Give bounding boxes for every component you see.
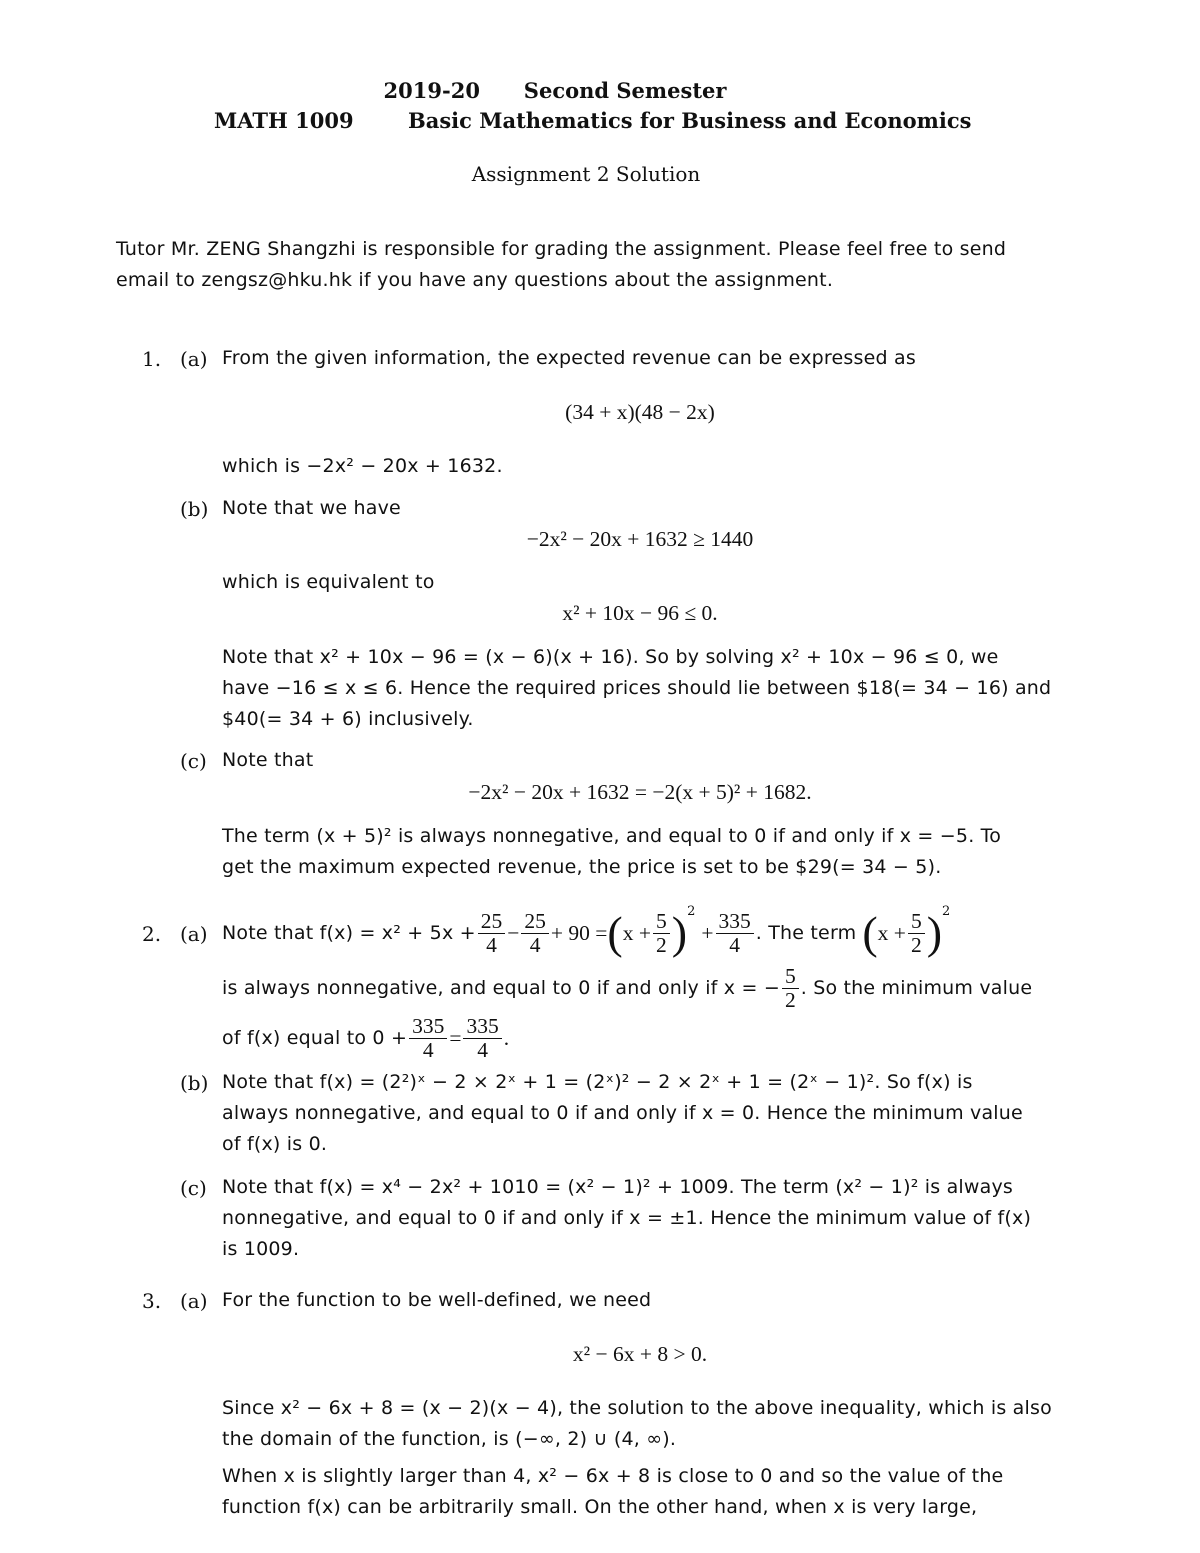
q1b-equation-1: −2x² − 20x + 1632 ≥ 1440 <box>526 527 754 551</box>
q2a-pre: Note that f(x) = x² + 5x + <box>222 922 476 944</box>
x-plus: x + <box>877 920 906 945</box>
plus-sign: + <box>701 920 714 945</box>
q3a-equation: x² − 6x + 8 > 0. <box>572 1342 708 1366</box>
q2c-para-3: is 1009. <box>222 1238 300 1260</box>
intro-line-2: email to zengsz@hku.hk if you have any questions about the assignment. <box>116 269 834 291</box>
equals-sign: = <box>449 1025 462 1050</box>
q2b-para-2: always nonnegative, and equal to 0 if and only if x = 0. Hence the minimum value <box>222 1102 1023 1124</box>
exponent: 2 <box>942 904 951 919</box>
q2b-para-1: Note that f(x) = (2²)ˣ − 2 × 2ˣ + 1 = (2ˣ)² − 2 × 2ˣ + 1 = (2ˣ − 1)². So f(x) is <box>222 1071 973 1093</box>
q1b-para-2: have −16 ≤ x ≤ 6. Hence the required prices should lie between $18(= 34 − 16) and <box>222 677 1052 699</box>
semester-line <box>0 78 1110 103</box>
page-subtitle: Assignment 2 Solution <box>471 162 701 186</box>
q1a-equation: (34 + x)(48 − 2x) <box>565 400 715 424</box>
q2c-label: (c) <box>180 1176 207 1200</box>
q1c-para-2: get the maximum expected revenue, the price is set to be $29(= 34 − 5). <box>222 856 942 878</box>
q3-number: 3. <box>142 1289 162 1313</box>
q1b-para-1: Note that x² + 10x − 96 = (x − 6)(x + 16). So by solving x² + 10x − 96 ≤ 0, we <box>222 646 999 668</box>
q1b-equation-2: x² + 10x − 96 ≤ 0. <box>562 601 718 625</box>
q2b-para-3: of f(x) is 0. <box>222 1133 328 1155</box>
fraction: $\frac{25}{4}$ <box>521 910 549 956</box>
fraction: $\frac{335}{4}$ <box>716 910 754 956</box>
q2a-line2-pre: is always nonnegative, and equal to 0 if and only if x = − <box>222 977 780 999</box>
q2a-line3-pre: of f(x) equal to 0 + <box>222 1027 408 1049</box>
q3a-para-2: the domain of the function, is (−∞, 2) ∪ (4, ∞). <box>222 1428 677 1450</box>
the-term: . The term <box>755 922 857 944</box>
fraction: $\frac{335}{4}$ <box>463 1015 501 1061</box>
q2a-line-1: Note that f(x) = x² + 5x + $\frac{25}{4}$ − $\frac{25}{4}$ + 90 = ( x + $\frac{5}{2}$ ) $^2$ + $\frac{335}{4}$ . The term ( x + $\frac{5}{2}$ ) $^2$ <box>222 904 951 958</box>
exponent: 2 <box>687 904 696 919</box>
q1b-para-3: $40(= 34 + 6) inclusively. <box>222 708 474 730</box>
q2a-line-2 <box>222 962 1032 1014</box>
q2a-label: (a) <box>180 922 208 946</box>
q3a-text: For the function to be well-defined, we need <box>222 1289 652 1311</box>
q1c-equation: −2x² − 20x + 1632 = −2(x + 5)² + 1682. <box>468 780 812 804</box>
plus-90: + 90 = <box>550 920 608 945</box>
q1a-after: which is −2x² − 20x + 1632. <box>222 455 503 477</box>
course-code: MATH 1009 <box>214 108 354 133</box>
q2a-line-3 <box>222 1010 509 1066</box>
q1c-para-1: The term (x + 5)² is always nonnegative, and equal to 0 if and only if x = −5. To <box>222 825 1002 847</box>
q1-number: 1. <box>142 347 162 371</box>
fraction: $\frac{5}{2}$ <box>782 965 799 1011</box>
q3a-para-1: Since x² − 6x + 8 = (x − 2)(x − 4), the solution to the above inequality, which is also <box>222 1397 1052 1419</box>
q2a-line2-post: . So the minimum value <box>800 977 1033 999</box>
q2c-para-1: Note that f(x) = x⁴ − 2x² + 1010 = (x² − 1)² + 1009. The term (x² − 1)² is always <box>222 1176 1014 1198</box>
q1b-label: (b) <box>180 497 209 521</box>
minus-sign: − <box>507 920 520 945</box>
q2b-label: (b) <box>180 1071 209 1095</box>
q1a-label: (a) <box>180 347 208 371</box>
q1c-text: Note that <box>222 749 314 771</box>
fraction: $\frac{25}{4}$ <box>478 910 506 956</box>
course-title: Basic Mathematics for Business and Economics <box>408 108 972 133</box>
q3a-para-4: function f(x) can be arbitrarily small. On the other hand, when x is very large, <box>222 1496 978 1518</box>
fraction: $\frac{5}{2}$ <box>908 910 925 956</box>
q3a-label: (a) <box>180 1289 208 1313</box>
x-plus: x + <box>622 920 651 945</box>
fraction: $\frac{5}{2}$ <box>653 910 670 956</box>
semester-text: 2019-20 Second Semester <box>383 78 727 103</box>
fraction: $\frac{335}{4}$ <box>409 1015 447 1061</box>
q1a-text: From the given information, the expected revenue can be expressed as <box>222 347 916 369</box>
q3a-para-3: When x is slightly larger than 4, x² − 6x + 8 is close to 0 and so the value of the <box>222 1465 1004 1487</box>
q1b-text: Note that we have <box>222 497 401 519</box>
q2-number: 2. <box>142 922 162 946</box>
intro-line-1: Tutor Mr. ZENG Shangzhi is responsible for grading the assignment. Please feel free to send <box>116 238 1007 260</box>
period: . <box>503 1025 510 1050</box>
q1c-label: (c) <box>180 749 207 773</box>
q2c-para-2: nonnegative, and equal to 0 if and only if x = ±1. Hence the minimum value of f(x) <box>222 1207 1032 1229</box>
q1b-mid: which is equivalent to <box>222 571 435 593</box>
